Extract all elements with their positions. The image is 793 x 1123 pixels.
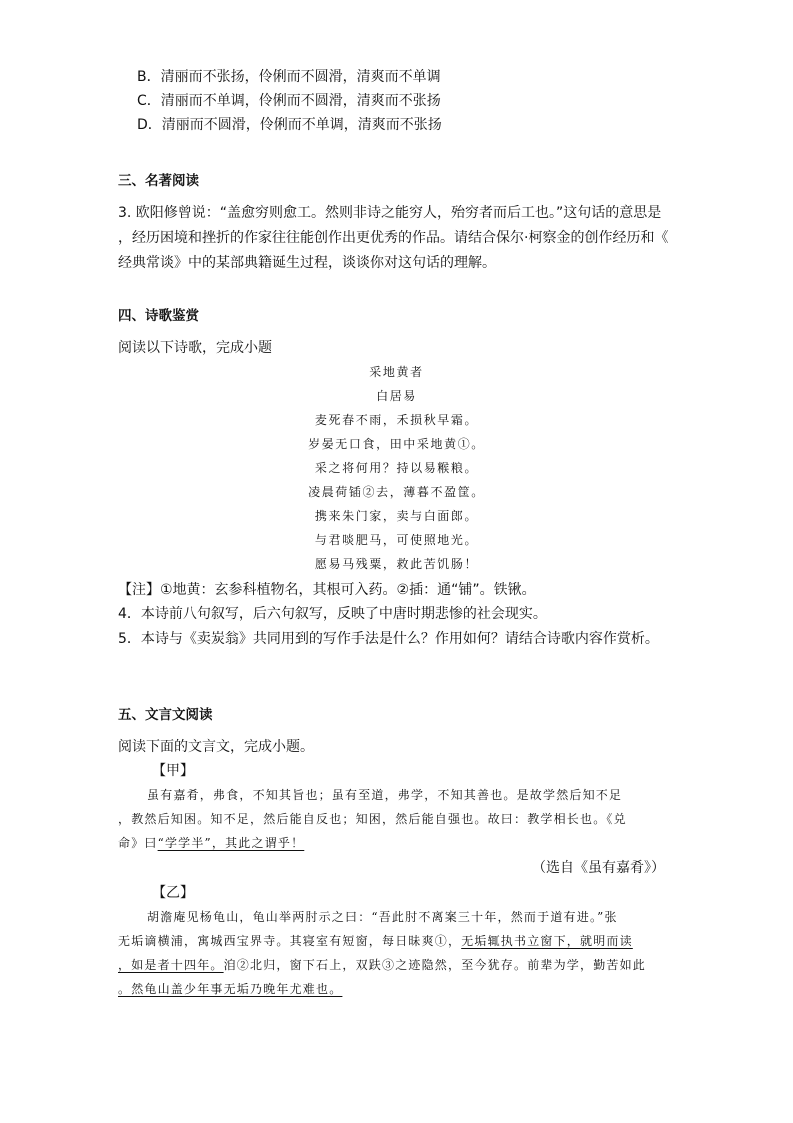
passage-jia-line-3 [118, 837, 304, 849]
poem-note: 【注】①地黄：玄参科植物名，其根可入药。②插：通“铺”。铁锹。 [118, 582, 536, 598]
passage-yi-line-4 [118, 983, 342, 995]
poem-title: 采地黄者 [369, 365, 424, 379]
poem-line-2: 岁晏无口食，田中采地黄①。 [308, 437, 485, 451]
passage-yi-underlined-final: 。然龟山盖少年事无垢乃晚年尤难也。 [118, 982, 343, 996]
poem-line-4: 凌晨荷锸②去，薄暮不盈筐。 [308, 485, 485, 499]
poetry-intro: 阅读以下诗歌，完成小题 [118, 340, 272, 356]
poem-author: 白居易 [376, 389, 417, 403]
passage-yi-line-1: 胡澹庵见杨龟山，龟山举两肘示之曰：“吾此肘不离案三十年，然而于道有进。”张 [147, 910, 618, 924]
passage-yi-underlined-sentence: 无垢辄执书立窗下，就明而读 [461, 934, 633, 948]
passage-jia-line-3-prefix: 命》曰 [118, 836, 158, 850]
passage-yi-underlined-continuation: ，如是者十四年。 [118, 958, 224, 972]
poem-line-5: 携来朱门家，卖与白面郎。 [314, 509, 479, 523]
question-4: 4．本诗前八句叙写，后六句叙写，反映了中唐时期悲惨的社会现实。 [118, 606, 547, 622]
poem-line-7: 愿易马残粟，救此苦饥肠！ [314, 557, 479, 571]
section-heading-classics: 三、名著阅读 [118, 173, 199, 189]
poem-line-1: 麦死春不雨，禾损秋早霜。 [314, 413, 479, 427]
passage-yi-line-2 [118, 935, 633, 947]
option-b: B．清丽而不张扬，伶俐而不圆滑，清爽而不单调 [137, 69, 441, 85]
poem-line-6: 与君啖肥马，可使照地光。 [314, 533, 479, 547]
passage-yi-line-2-prefix: 无垢谪横浦，寓城西宝界寺。其寝室有短窗，每日昧爽①， [118, 934, 462, 948]
question-3-line-2: ，经历困境和挫折的作家往往能创作出更优秀的作品。请结合保尔·柯察金的创作经历和《 [118, 230, 669, 246]
passage-yi-label: 【乙】 [152, 885, 194, 901]
passage-jia-line-1: 虽有嘉肴，弗食，不知其旨也；虽有至道，弗学，不知其善也。是故学然后知不足 [147, 788, 623, 802]
passage-yi-line-3 [118, 959, 646, 971]
passage-jia-source: （选自《虽有嘉肴》） [532, 860, 665, 876]
classical-intro: 阅读下面的文言文，完成小题。 [118, 739, 314, 755]
option-c: C．清丽而不单调，伶俐而不圆滑，清爽而不张扬 [137, 93, 441, 109]
poem-line-3: 采之将何用？持以易糇粮。 [314, 461, 479, 475]
section-heading-poetry: 四、诗歌鉴赏 [118, 308, 199, 324]
section-heading-classical-chinese: 五、文言文阅读 [118, 707, 213, 723]
question-3-line-1: 3. 欧阳修曾说：“盖愈穷则愈工。然则非诗之能穷人，殆穷者而后工也。”这句话的意思是 [118, 205, 662, 221]
passage-jia-label: 【甲】 [152, 763, 194, 779]
option-d: D．清丽而不圆滑，伶俐而不单调，清爽而不张扬 [137, 117, 442, 133]
passage-jia-underlined-quote: “学学半”，其此之谓乎！ [157, 836, 305, 850]
passage-yi-line-3-suffix: 洎②北归，窗下石上，双趺③之迹隐然，至今犹存。前辈为学，勤苦如此 [223, 958, 647, 972]
question-5: 5．本诗与《卖炭翁》共同用到的写作手法是什么？作用如何？请结合诗歌内容作赏析。 [118, 631, 659, 647]
passage-jia-line-2: ，教然后知困。知不足，然后能自反也；知困，然后能自强也。故曰：教学相长也。《兑 [118, 812, 627, 826]
question-3-line-3: 经典常谈》中的某部典籍诞生过程，谈谈你对这句话的理解。 [118, 255, 496, 271]
